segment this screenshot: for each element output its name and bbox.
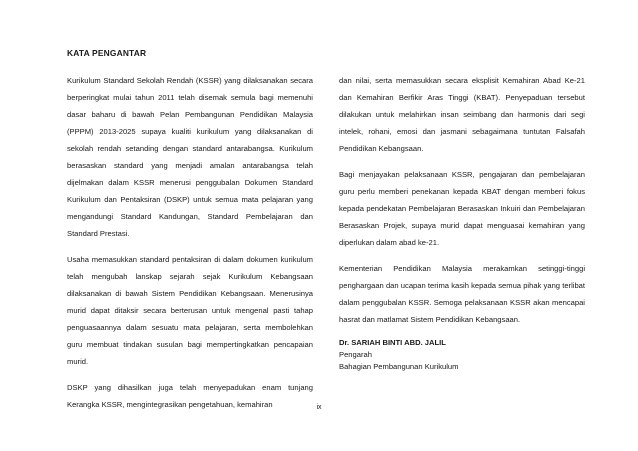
- page-number: ix: [316, 404, 322, 411]
- signatory-title: Pengarah: [339, 350, 372, 359]
- paragraph-assessment: Usaha memasukkan standard pentaksiran di dalam dokumen kurikulum telah mengubah lanskap sejarah sejak Kurikulum Kebangsaan dilaksanakan di bawah Sistem Pendidikan Kebangsaan. Menerusinya murid dapat ditaksir secara berterusan untuk mengenal pasti tahap penguasaannya dalam sesuatu mata pelajaran, serta membolehkan guru membuat tindakan susulan bagi mempertingkatkan pencapaian murid.: [67, 255, 313, 366]
- page-heading: KATA PENGANTAR: [67, 48, 147, 58]
- left-column: [67, 72, 313, 422]
- paragraph-kssr-intro: Kurikulum Standard Sekolah Rendah (KSSR) yang dilaksanakan secara berperingkat mulai tahun 2011 telah disemak semula bagi memenuhi dasar baharu di bawah Pelan Pembangunan Pendidikan Malaysia (PPPM) 2013-2025 supaya kualiti kurikulum yang dilaksanakan di sekolah rendah setanding dengan standard antarabangsa. Kurikulum berasaskan standard yang menjadi amalan antarabangsa telah dijelmakan dalam KSSR menerusi penggubalan Dokumen Standard Kurikulum dan Pentaksiran (DSKP) untuk semua mata pelajaran yang mengandungi Standard Kandungan, Standard Pembelajaran dan Standard Prestasi.: [67, 76, 313, 238]
- signatory-department: Bahagian Pembangunan Kurikulum: [339, 362, 459, 371]
- paragraph-acknowledgement: Kementerian Pendidikan Malaysia merakamkan setinggi-tinggi penghargaan dan ucapan terima kasih kepada semua pihak yang terlibat dalam penggubalan KSSR. Semoga pelaksanaan KSSR akan mencapai hasrat dan matlamat Sistem Pendidikan Kebangsaan.: [339, 264, 585, 324]
- signature-block: [339, 337, 585, 373]
- right-column: [339, 72, 585, 373]
- paragraph-skills: dan nilai, serta memasukkan secara eksplisit Kemahiran Abad Ke-21 dan Kemahiran Berfikir Aras Tinggi (KBAT). Penyepaduan tersebut dilakukan untuk melahirkan insan seimbang dan harmonis dari segi intelek, rohani, emosi dan jasmani sebagaimana tuntutan Falsafah Pendidikan Kebangsaan.: [339, 76, 585, 153]
- paragraph-kbat: Bagi menjayakan pelaksanaan KSSR, pengajaran dan pembelajaran guru perlu memberi penekanan kepada KBAT dengan memberi fokus kepada pendekatan Pembelajaran Berasaskan Inkuiri dan Pembelajaran Berasaskan Projek, supaya murid dapat menguasai kemahiran yang diperlukan dalam abad ke-21.: [339, 170, 585, 247]
- paragraph-dskp: DSKP yang dihasilkan juga telah menyepadukan enam tunjang Kerangka KSSR, mengintegrasikan pengetahuan, kemahiran: [67, 383, 313, 409]
- signatory-name: Dr. SARIAH BINTI ABD. JALIL: [339, 338, 446, 347]
